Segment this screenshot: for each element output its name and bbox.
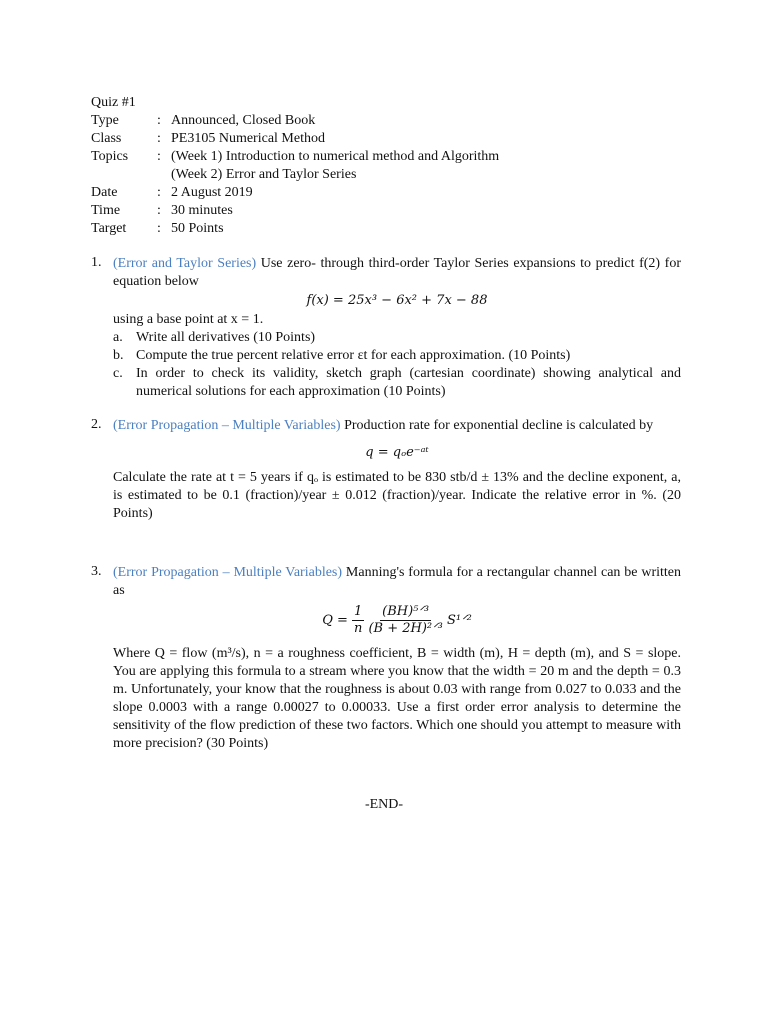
equation-slope-term: S¹ᐟ² [446, 613, 472, 628]
question-text: Manning's formula for a rectangular channel can be written as [113, 565, 682, 598]
header-value: 30 minutes [171, 203, 233, 218]
sub-question [113, 365, 681, 401]
header-label: Target [91, 221, 127, 236]
header-colon: : [157, 203, 161, 218]
header-label: Date [91, 185, 118, 200]
header-colon: : [157, 131, 161, 146]
header-value: (Week 2) Error and Taylor Series [171, 167, 357, 182]
sub-question-letter: a. [113, 330, 123, 345]
header-label: Type [91, 113, 119, 128]
header-row-topics [91, 148, 499, 166]
question-text: using a base point at x = 1. [113, 312, 264, 327]
question-1-intro [113, 255, 681, 291]
quiz-title: Quiz #1 [91, 95, 136, 110]
topic-tag: (Error and Taylor Series) [113, 256, 257, 271]
question-number: 3. [91, 564, 102, 579]
header-row-target [91, 220, 499, 238]
header-row-date [91, 184, 499, 202]
header-row-type [91, 112, 499, 130]
topic-tag: (Error Propagation – Multiple Variables) [113, 565, 343, 580]
quiz-header [91, 94, 499, 238]
header-value: (Week 1) Introduction to numerical method and Algorithm [171, 149, 500, 164]
sub-question [113, 347, 681, 365]
end-marker: -END- [364, 797, 404, 812]
header-row-time [91, 202, 499, 220]
taylor-equation: f(x) = 25x³ − 6x² + 7x − 88 [306, 293, 488, 308]
sub-question-letter: c. [113, 366, 123, 381]
sub-question-letter: b. [113, 348, 124, 363]
question-text: Calculate the rate at t = 5 years if qₒ is estimated to be 830 stb/d ± 13% and the decline exponent, a, is estimated to be 0.1 (fraction)/year ± 0.012 (fraction)/year. Indicate the relative error in %. (20 Points) [113, 470, 681, 521]
header-colon: : [157, 113, 161, 128]
fraction-denominator: n [353, 621, 363, 636]
sub-question-text: In order to check its validity, sketch graph (cartesian coordinate) showing analytical and numerical solutions for each approximation (10 Points) [136, 366, 681, 399]
question-text: Production rate for exponential decline is calculated by [344, 418, 654, 433]
question-3-intro [113, 564, 681, 600]
header-label: Topics [91, 149, 129, 164]
sub-question [113, 329, 681, 347]
header-label: Time [91, 203, 121, 218]
fraction-numerator: (BH)⁵ᐟ³ [382, 604, 430, 619]
header-value: PE3105 Numerical Method [171, 131, 325, 146]
question-2-intro [113, 417, 681, 435]
fraction-denominator: (B + 2H)²ᐟ³ [368, 621, 443, 636]
equation-lhs: Q = [322, 613, 348, 628]
fraction-one-over-n [352, 604, 364, 637]
header-label: Class [91, 131, 122, 146]
question-number: 1. [91, 255, 102, 270]
header-row-topics-cont [91, 166, 499, 184]
header-colon: : [157, 221, 161, 236]
decline-equation: q = qₒe⁻ᵃᵗ [365, 445, 429, 460]
header-value: Announced, Closed Book [171, 113, 316, 128]
fraction-numerator: 1 [354, 604, 363, 619]
sub-question-text: Write all derivatives (10 Points) [136, 330, 316, 345]
header-colon: : [157, 149, 161, 164]
mannings-equation [113, 604, 681, 637]
sub-question-text: Compute the true percent relative error εt for each approximation. (10 Points) [136, 348, 571, 363]
topic-tag: (Error Propagation – Multiple Variables) [113, 418, 341, 433]
question-text: Where Q = flow (m³/s), n = a roughness coefficient, B = width (m), H = depth (m), and S = slope. You are applying this formula to a stream where you know that the width = 20 m and the depth = 0.3 m. Unfortunately, your know that the roughness is about 0.03 with range from 0.027 to 0.033 and the slope 0.0003 with a range 0.00027 to 0.00033. Use a first order error analysis to determine the sensitivity of the flow prediction of these two factors. Which one should you attempt to measure with more precision? (30 Points) [113, 646, 681, 751]
question-3 [91, 564, 681, 753]
header-value: 50 Points [171, 221, 224, 236]
header-colon: : [157, 185, 161, 200]
question-text: Use zero- through third-order Taylor Series expansions to predict f(2) for equation below [113, 256, 681, 289]
header-row-class [91, 130, 499, 148]
fraction-bh [368, 604, 442, 637]
question-number: 2. [91, 417, 102, 432]
header-value: 2 August 2019 [171, 185, 253, 200]
question-1 [91, 255, 681, 401]
question-2 [91, 417, 681, 523]
